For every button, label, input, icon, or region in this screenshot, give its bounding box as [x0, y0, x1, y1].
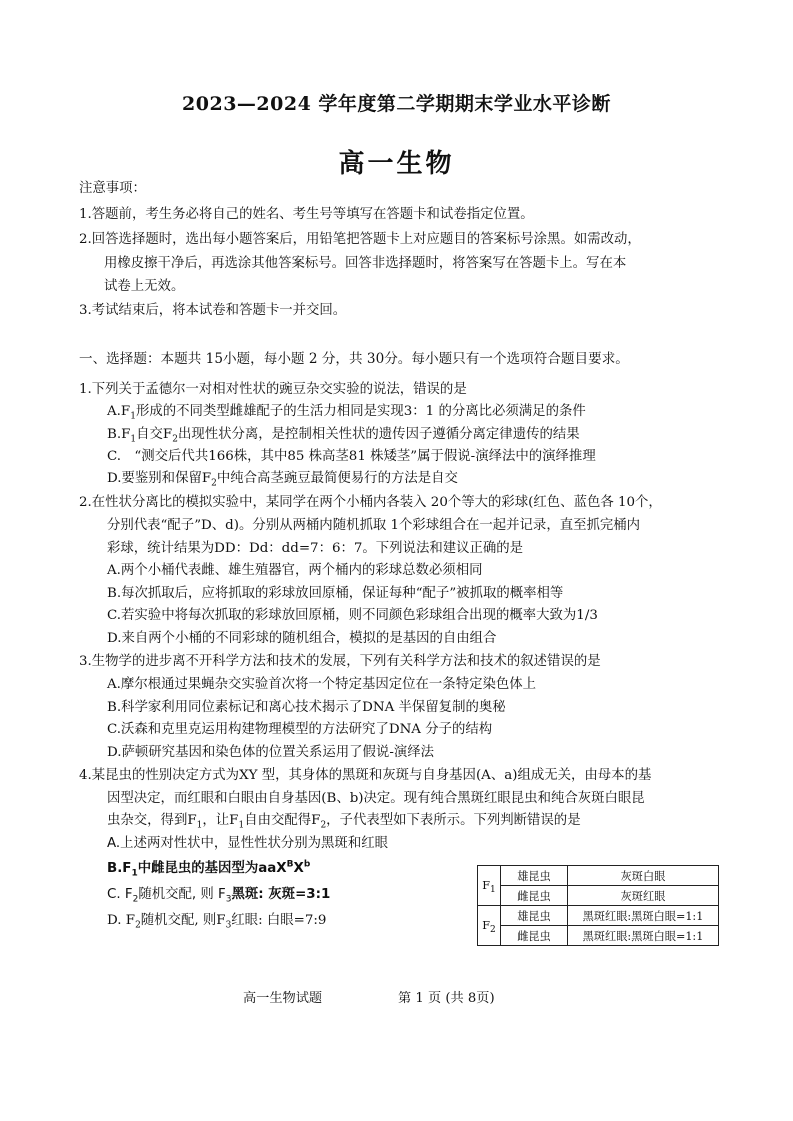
- footer-subject: 高一生物试题: [243, 991, 323, 1006]
- sex-cell: 雌昆虫: [501, 926, 568, 946]
- phenotype-cell: 灰斑红眼: [568, 886, 719, 906]
- q2-option-a: A.两个小桶代表雌、雄生殖器官，两个桶内的彩球总数必须相同: [107, 563, 483, 578]
- notice-item-1: 1.答题前，考生务必将自己的姓名、考生号等填写在答题卡和试卷指定位置。: [79, 207, 534, 222]
- q2-stem-line-1: 2.在性状分离比的模拟实验中，某同学在两个小桶内各装入 20个等大的彩球(红色、蓝色各 10个，: [79, 495, 662, 510]
- q4-stem-line-3: 虫杂交，得到$F_1$，让$F_1$自由交配得$F_2$，子代表型如下表所示。下列判断错误的是: [107, 813, 581, 831]
- q2-option-b: B.每次抓取后，应将抓取的彩球放回原桶，保证每种“配子”被抓取的概率相等: [107, 586, 564, 601]
- table-row: [478, 926, 719, 946]
- q1-stem: 1.下列关于孟德尔一对相对性状的豌豆杂交实验的说法，错误的是: [79, 382, 467, 397]
- q3-option-d: D.萨顿研究基因和染色体的位置关系运用了假说-演绎法: [107, 745, 435, 760]
- q4-option-d: D. $F_2$随机交配, 则$F_3$红眼: 白眼=7:9: [107, 913, 327, 931]
- q1-option-b: $B.F_1$自交$F_2$出现性状分离，是控制相关性状的遗传因子遵循分离定律遗传的结果: [107, 427, 580, 445]
- q4-option-b: $B.F_1$中雌昆虫的基因型为$aaX^BX^b$: [107, 859, 311, 879]
- sex-cell: 雄昆虫: [501, 866, 568, 886]
- notice-heading: 注意事项：: [79, 181, 146, 196]
- phenotype-cell: 黑斑红眼:黑斑白眼=1:1: [568, 926, 719, 946]
- q3-option-b: B.科学家利用同位素标记和离心技术揭示了DNA 半保留复制的奥秘: [107, 700, 506, 715]
- q4-stem-line-1: 4.某昆虫的性别决定方式为XY 型，其身体的黑斑和灰斑与自身基因(A、a)组成无关，由母本的基: [79, 768, 652, 783]
- table-row: [478, 886, 719, 906]
- q4-option-c: C. $F_2$随机交配, 则 $F_3$黑斑: 灰斑=3:1: [107, 887, 331, 905]
- notice-item-3: 3.考试结束后，将本试卷和答题卡一并交回。: [79, 303, 347, 318]
- table-row: [478, 906, 719, 926]
- generation-f2-cell: $F_2$: [478, 906, 501, 946]
- table-row: [478, 866, 719, 886]
- sex-cell: 雄昆虫: [501, 906, 568, 926]
- q4-option-a: A.上述两对性状中，显性性状分别为黑斑和红眼: [107, 836, 388, 851]
- phenotype-cell: 灰斑白眼: [568, 866, 719, 886]
- q1-option-c: C. “测交后代共166株，其中85 株高茎81 株矮茎”属于假说-演绎法中的演绎推理: [107, 449, 596, 464]
- notice-item-2-line-1: 2.回答选择题时，选出每小题答案后，用铅笔把答题卡上对应题目的答案标号涂黑。如需改动，: [79, 232, 641, 247]
- notice-item-2-line-3: 试卷上无效。: [104, 279, 185, 294]
- q3-option-a: A.摩尔根通过果蝇杂交实验首次将一个特定基因定位在一条特定染色体上: [107, 677, 537, 692]
- section-heading: 一、选择题：本题共 15小题，每小题 2 分，共 30分。每小题只有一个选项符合题目要求。: [79, 351, 629, 367]
- q3-stem: 3.生物学的进步离不开科学方法和技术的发展，下列有关科学方法和技术的叙述错误的是: [79, 654, 601, 669]
- footer-page-number: 第 1 页 (共 8页): [398, 991, 495, 1006]
- phenotype-table: [477, 865, 719, 946]
- generation-f1-cell: $F_1$: [478, 866, 501, 906]
- q1-option-d: D.要鉴别和保留$F_2$中纯合高茎豌豆最简便易行的方法是自交: [107, 471, 458, 489]
- q1-option-a: $A.F_1$形成的不同类型雌雄配子的生活力相同是实现3：1 的分离比必须满足的条件: [107, 404, 586, 422]
- sex-cell: 雌昆虫: [501, 886, 568, 906]
- q4-stem-line-2: 因型决定，而红眼和白眼由自身基因(B、b)决定。现有纯合黑斑红眼昆虫和纯合灰斑白眼昆: [107, 791, 645, 806]
- subject-title: 高一生物: [338, 149, 455, 179]
- q2-option-d: D.来自两个小桶的不同彩球的随机组合，模拟的是基因的自由组合: [107, 631, 497, 646]
- q2-stem-line-3: 彩球，统计结果为DD：Dd：dd=7：6：7。下列说法和建议正确的是: [107, 541, 524, 556]
- q2-stem-line-2: 分别代表“配子”D、d)。分别从两桶内随机抓取 1个彩球组合在一起并记录，直至抓完桶内: [107, 518, 641, 533]
- q2-option-c: C.若实验中将每次抓取的彩球放回原桶，则不同颜色彩球组合出现的概率大致为1/3: [107, 608, 598, 623]
- notice-item-2-line-2: 用橡皮擦干净后，再选涂其他答案标号。回答非选择题时，将答案写在答题卡上。写在本: [104, 256, 627, 271]
- phenotype-cell: 黑斑红眼:黑斑白眼=1:1: [568, 906, 719, 926]
- exam-title: 2023—2024 学年度第二学期期末学业水平诊断: [182, 93, 611, 115]
- q3-option-c: C.沃森和克里克运用构建物理模型的方法研究了DNA 分子的结构: [107, 722, 493, 737]
